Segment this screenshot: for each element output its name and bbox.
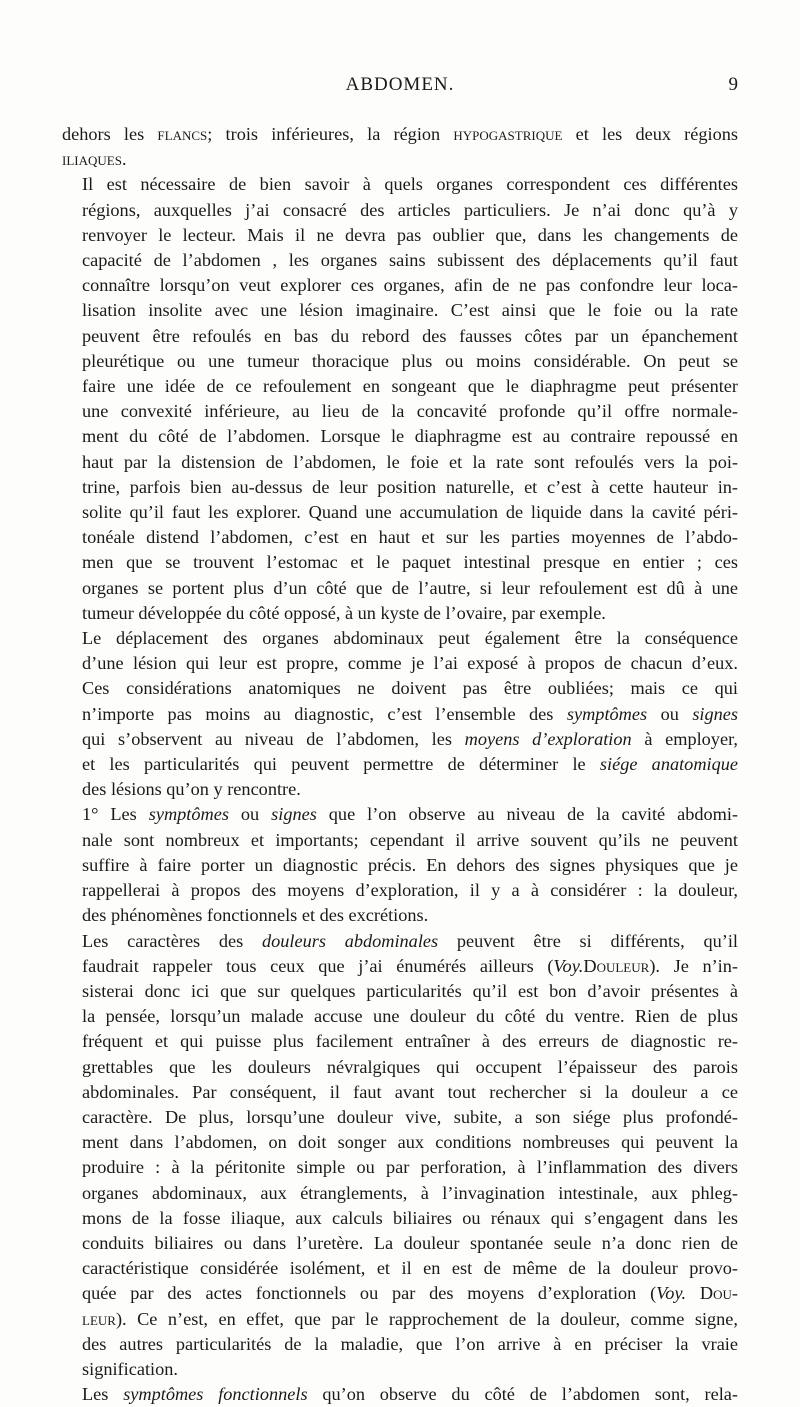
text-line: qui s’observent au niveau de l’abdomen, les moyens d’exploration à employer, xyxy=(82,728,738,749)
small-caps-term: Dou- xyxy=(699,1283,738,1304)
body-text xyxy=(62,122,738,1407)
text-line: caractéristique considérée isolément, et il en est de même de la douleur provo- xyxy=(82,1258,738,1279)
text-line: ment du côté de l’abdomen. Lorsque le diaphragme est au contraire repoussé en xyxy=(82,426,738,447)
text-line: lisation insolite avec une lésion imaginaire. C’est ainsi que le foie ou la rate xyxy=(82,300,738,321)
text-line: 1° Les symptômes ou signes que l’on observe au niveau de la cavité abdomi- xyxy=(82,804,738,825)
text-line: renvoyer le lecteur. Mais il ne devra pas oublier que, dans les changements de xyxy=(82,224,738,245)
text-line: solite qu’il faut les explorer. Quand une accumulation de liquide dans la cavité péri- xyxy=(82,502,738,523)
text-line: quée par des actes fonctionnels ou par des moyens d’exploration (Voy. Dou- xyxy=(82,1283,738,1304)
paragraph xyxy=(62,122,738,172)
text-line: une convexité inférieure, au lieu de la concavité profonde qu’il offre normale- xyxy=(82,401,738,422)
text-line: conduits biliaires ou dans l’uretère. La douleur spontanée seule n’a donc rien de xyxy=(82,1232,738,1253)
text-line: trine, parfois bien au-dessus de leur position naturelle, et c’est à cette hauteur in- xyxy=(82,476,738,497)
text-line: haut par la distension de l’abdomen, le foie et la rate sont refoulés vers la poi- xyxy=(82,451,738,472)
text-line: organes abdominaux, aux étranglements, à l’invagination intestinale, aux phleg- xyxy=(82,1182,738,1203)
text-line: rappellerai à propos des moyens d’exploration, il y a à considérer : la douleur, xyxy=(82,880,738,901)
text-line: mons de la fosse iliaque, aux calculs biliaires ou rénaux qui s’engagent dans les xyxy=(82,1207,738,1228)
text-line: tonéale distend l’abdomen, c’est en haut et sur les parties moyennes de l’abdo- xyxy=(82,527,738,548)
small-caps-term: iliaques xyxy=(62,149,122,170)
text-line: grettables que les douleurs névralgiques qui occupent l’épaisseur des parois xyxy=(82,1056,738,1077)
italic-term: douleurs abdominales xyxy=(261,930,439,951)
text-line: et les particularités qui peuvent permettre de déterminer le siége anatomique xyxy=(82,754,739,775)
small-caps-term: Douleur xyxy=(583,955,650,976)
italic-term: Voy. xyxy=(553,955,584,976)
text-line: tumeur développée du côté opposé, à un kyste de l’ovaire, par exemple. xyxy=(82,602,606,623)
text-line: caractère. De plus, lorsqu’une douleur vive, subite, a son siége plus profondé- xyxy=(82,1106,738,1127)
small-caps-term: leur xyxy=(82,1308,116,1329)
text-line: ment dans l’abdomen, on doit songer aux conditions nombreuses qui peuvent la xyxy=(82,1132,738,1153)
text-line: n’importe pas moins au diagnostic, c’est l’ensemble des symptômes ou signes xyxy=(82,703,739,724)
text-line: faudrait rappeler tous ceux que j’ai énumérés ailleurs (Voy.Douleur). Je n’in- xyxy=(82,955,738,976)
text-line: suffire à faire porter un diagnostic précis. En dehors des signes physiques que je xyxy=(82,854,738,875)
text-line: organes se portent plus d’un côté que de l’autre, si leur refoulement est dû à une xyxy=(82,577,738,598)
small-caps-term: hypogastrique xyxy=(453,124,563,144)
text-line: nale sont nombreux et importants; cependant il arrive souvent qu’ils ne peuvent xyxy=(82,829,738,850)
text-line: d’une lésion qui leur est propre, comme je l’ai exposé à propos de chacun d’eux. xyxy=(82,653,738,674)
italic-term: signes xyxy=(271,804,317,825)
small-caps-term: flancs xyxy=(157,124,208,144)
italic-term: symptômes xyxy=(148,804,229,825)
italic-term: symptômes xyxy=(566,703,648,724)
paragraph xyxy=(62,626,738,802)
text-line: abdominales. Par conséquent, il faut avant tout rechercher si la douleur a ce xyxy=(82,1081,738,1102)
text-line: Les symptômes fonctionnels qu’on observe du côté de l’abdomen sont, rela- xyxy=(82,1384,739,1405)
paragraph xyxy=(62,929,738,1383)
text-line: sisterai donc ici que sur quelques particularités qu’il est bon d’avoir présentes à xyxy=(82,980,738,1001)
text-line: régions, auxquelles j’ai consacré des articles particuliers. Je n’ai donc qu’à y xyxy=(82,199,738,220)
text-line: faire une idée de ce refoulement en songeant que le diaphragme peut présenter xyxy=(82,376,738,397)
text-line: des autres particularités de la maladie, que l’on arrive à en préciser la vraie xyxy=(82,1333,738,1354)
text-line: Les caractères des douleurs abdominales peuvent être si différents, qu’il xyxy=(82,930,738,951)
text-line: peuvent être refoulés en bas du rebord des fausses côtes par un épanchement xyxy=(82,325,738,346)
text-line: capacité de l’abdomen , les organes sains subissent des déplacements qu’il faut xyxy=(82,250,738,271)
text-line: fréquent et qui puisse plus facilement entraîner à des erreurs de diagnostic re- xyxy=(82,1031,738,1052)
italic-term: symptômes fonctionnels xyxy=(123,1384,308,1405)
text-line: iliaques. xyxy=(62,149,127,170)
text-line: signification. xyxy=(82,1358,178,1379)
text-line: Ces considérations anatomiques ne doivent pas être oubliées; mais ce qui xyxy=(82,678,738,699)
text-line: leur). Ce n’est, en effet, que par le rapprochement de la douleur, comme signe, xyxy=(82,1308,738,1329)
italic-term: Voy. xyxy=(656,1283,687,1304)
running-title: ABDOMEN. xyxy=(345,74,455,95)
text-line: la pensée, lorsqu’un malade accuse une douleur du côté du ventre. Rien de plus xyxy=(82,1006,738,1027)
paragraph xyxy=(62,802,738,928)
text-line: produire : à la péritonite simple ou par perforation, à l’inflammation des divers xyxy=(82,1157,738,1178)
text-line: connaître lorsqu’on veut explorer ces organes, afin de ne pas confondre leur loca- xyxy=(82,275,738,296)
italic-term: moyens d’exploration xyxy=(464,728,632,749)
page-header xyxy=(62,74,738,104)
italic-term: signes xyxy=(692,703,739,724)
text-line: Le déplacement des organes abdominaux peut également être la conséquence xyxy=(82,628,738,649)
text-line: des lésions qu’on y rencontre. xyxy=(82,779,301,800)
text-line: dehors les flancs; trois inférieures, la région hypogastrique et les deux régions xyxy=(62,124,739,144)
text-line: pleurétique ou une tumeur thoracique plus ou moins considérable. On peut se xyxy=(82,350,738,371)
paragraph xyxy=(62,172,738,626)
italic-term: siége anatomique xyxy=(599,754,739,775)
page-number: 9 xyxy=(728,74,738,95)
paragraph xyxy=(62,1382,738,1407)
text-line: men que se trouvent l’estomac et le paquet intestinal presque en entier ; ces xyxy=(82,552,738,573)
text-line: des phénomènes fonctionnels et des excrétions. xyxy=(82,905,429,926)
text-line: Il est nécessaire de bien savoir à quels organes correspondent ces différentes xyxy=(82,174,738,195)
